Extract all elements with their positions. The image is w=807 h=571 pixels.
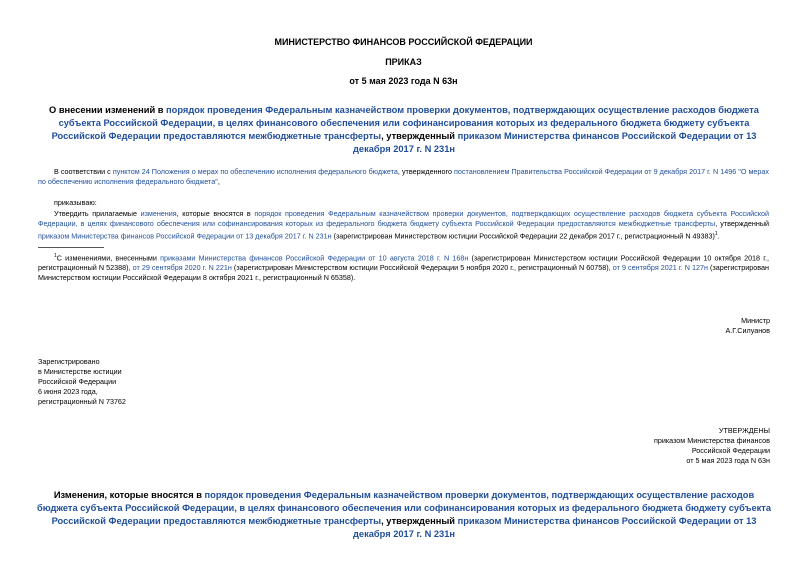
ministry-heading: МИНИСТЕРСТВО ФИНАНСОВ РОССИЙСКОЙ ФЕДЕРАЦИИ [274,37,533,47]
approved-line: Российской Федерации [691,446,770,455]
annex-text-1: Изменения, которые вносятся в [53,490,205,500]
preamble-link-item-24[interactable]: пунктом 24 Положения о мерах по обеспечению исполнения федерального бюджета [112,167,398,176]
doc-date-number: от 5 мая 2023 года N 63н [349,76,458,86]
registration-line: Российской Федерации [38,377,117,386]
approve-text-3: , утвержденный [715,219,770,228]
title-text-2: , утвержденный [381,131,458,141]
annex-text-2: , утвержденный [381,516,458,526]
registration-line: в Министерстве юстиции [38,367,122,376]
registration-line: 6 июня 2023 года, [38,387,98,396]
annex-link-order-231n[interactable]: приказом Министерства финансов Российской Федерации от 13 декабря 2017 г. N 231н [353,516,757,539]
footnote-text-1: С изменениями, внесенными [56,253,161,263]
registration-line: Зарегистрировано [38,357,100,366]
approve-link-order-231n[interactable]: приказом Министерства финансов Российской Федерации от 13 декабря 2017 г. N 231н [38,231,332,241]
annex-link-procedure[interactable]: порядок проведения Федеральным казначейством проверки документов, подтверждающих осуществление расходов бюджета субъекта Российской Федерации, в целях финансового обеспечения или софинансирования которых из федерального бюджета бюджету субъекта Российской Федерации предоставляются межбюджетные трансферты [36,490,772,526]
title-link-order-231n[interactable]: приказом Министерства финансов Российской Федерации от 13 декабря 2017 г. N 231н [353,131,757,154]
order-title [36,104,772,156]
footnote-divider [38,247,104,248]
preamble-text-4: , [217,177,220,186]
footnote-link-order-127n[interactable]: от 9 сентября 2021 г. N 127н [612,263,708,273]
approve-link-procedure[interactable]: порядок проведения Федеральным казначейством проверки документов, подтверждающих осуществление расходов бюджета субъекта Российской Федерации, в целях финансового обеспечения или софинансирования которых из федерального бюджета бюджету субъекта Российской Федерации предоставляются межбюджетные трансферты [38,209,769,228]
footnote-mark: 1 [54,253,57,259]
preamble-link-resolution-title[interactable]: "О мерах по обеспечению исполнения федерального бюджета" [38,167,770,186]
preamble-link-resolution-1496[interactable]: постановлением Правительства Российской Федерации от 9 декабря 2017 г. N 1496 [454,167,737,176]
footnote-text-4: (зарегистрирован Министерством юстиции Российской Федерации 8 октября 2021 г., регистрационный N 65358). [38,263,769,283]
approve-text-4: (зарегистрирован Министерством юстиции Российской Федерации 22 декабря 2017 г., регистрационный N 49383) [331,231,715,241]
preamble-text-2: , утвержденного [397,167,455,176]
approve-text-5: . [717,231,720,241]
title-link-procedure[interactable]: порядок проведения Федеральным казначейством проверки документов, подтверждающих осуществление расходов бюджета субъекта Российской Федерации, в целях финансового обеспечения или софинансирования которых из федерального бюджета бюджету субъекта Российской Федерации предоставляются межбюджетные трансферты [51,105,759,141]
registration-line: регистрационный N 73762 [38,397,126,406]
preamble-paragraph [38,167,769,187]
signature-position: Министр [741,316,770,325]
approve-link-changes[interactable]: изменения [140,209,177,218]
signature-name: А.Г.Силуанов [725,326,770,335]
annex-title [36,489,772,541]
footnote-link-order-168n[interactable]: приказами Министерства финансов Российской Федерации от 10 августа 2018 г. N 168н [160,253,469,263]
approved-line: УТВЕРЖДЕНЫ [718,426,770,435]
order-word: приказываю: [54,198,97,207]
approved-line: приказом Министерства финансов [653,436,770,445]
footnote [38,251,769,283]
approve-paragraph [38,209,769,241]
footnote-ref: 1 [714,231,718,237]
registration-block [38,357,126,407]
preamble-text-1: В соответствии с [54,167,113,176]
approved-block [560,426,770,466]
footnote-link-order-221n[interactable]: от 29 сентября 2020 г. N 221н [132,263,232,273]
title-text-1: О внесении изменений в [49,105,167,115]
approved-line: от 5 мая 2023 года N 63н [686,456,770,465]
footnote-text-2: (зарегистрирован Министерством юстиции Российской Федерации 10 октября 2018 г., регистрационный N 52388), [38,253,769,273]
approve-text-2: , которые вносятся в [176,209,255,218]
approve-text-1: Утвердить прилагаемые [54,209,141,218]
footnote-text-3: (зарегистрирован Министерством юстиции Российской Федерации 5 ноября 2020 г., регистрационный N 60758), [231,263,613,273]
doc-type-heading: ПРИКАЗ [385,57,422,67]
